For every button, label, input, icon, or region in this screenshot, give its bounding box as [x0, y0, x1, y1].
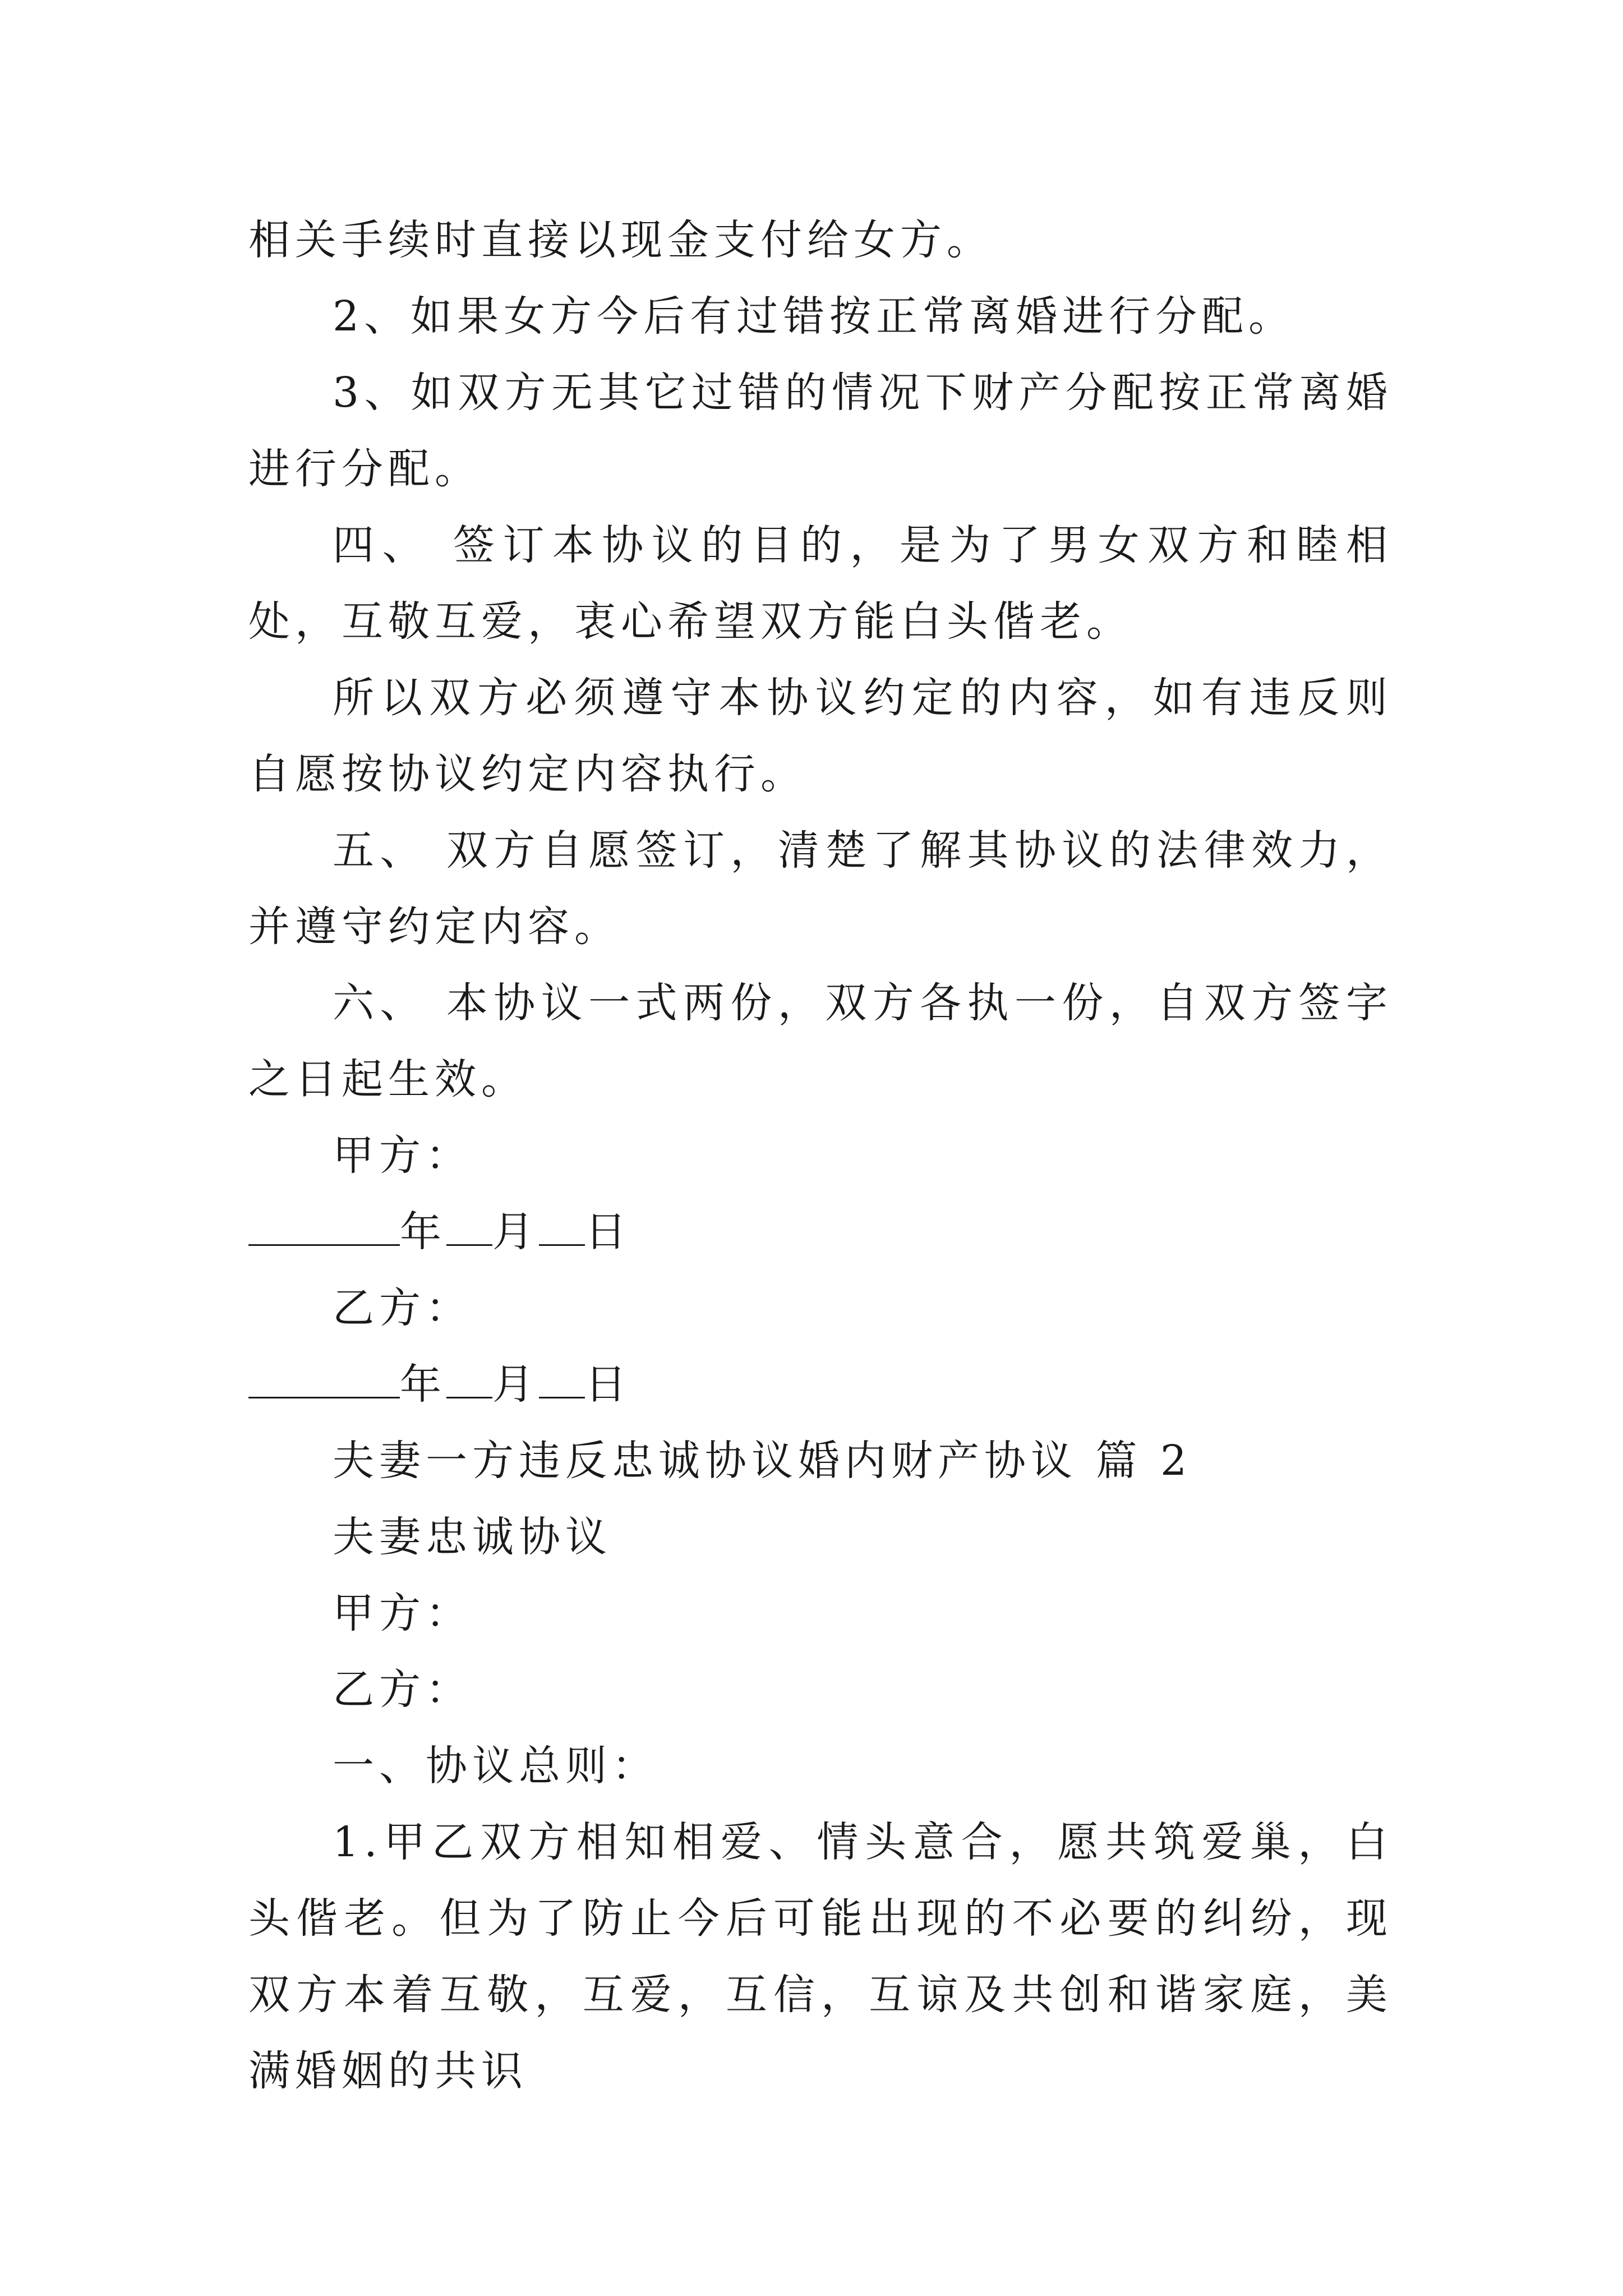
- month-blank: [446, 1207, 492, 1246]
- party-a-label-2: 甲方：: [333, 1589, 472, 1637]
- agreement-title: 夫妻忠诚协议: [333, 1513, 612, 1561]
- day-blank: [539, 1360, 585, 1398]
- day-label: 日: [585, 1360, 631, 1409]
- year-blank: [248, 1360, 400, 1398]
- year-blank: [248, 1207, 400, 1246]
- paragraph-clause-3: 3、如双方无其它过错的情况下财产分配按正常离婚进行分配。: [248, 369, 1393, 493]
- document-body: [248, 202, 1393, 2109]
- party-b-label-2: 乙方：: [333, 1665, 472, 1714]
- day-label: 日: [585, 1208, 631, 1256]
- general-principles-heading: 一、协议总则：: [333, 1742, 658, 1790]
- day-blank: [539, 1207, 585, 1246]
- section-2-heading: 夫妻一方违反忠诚协议婚内财产协议 篇 2: [333, 1437, 1192, 1485]
- date-line-party-b: [248, 1346, 1393, 1423]
- year-label: 年: [400, 1360, 446, 1409]
- year-label: 年: [400, 1208, 446, 1256]
- date-line-party-a: [248, 1194, 1393, 1270]
- paragraph-payment: 相关手续时直接以现金支付给女方。: [248, 216, 993, 264]
- party-a-label: 甲方：: [333, 1131, 472, 1180]
- paragraph-section-4: 四、 签订本协议的目的，是为了男女双方和睦相处，互敬互爱，衷心希望双方能白头偕老。: [248, 521, 1393, 646]
- paragraph-section-5: 五、 双方自愿签订，清楚了解其协议的法律效力，并遵守约定内容。: [248, 826, 1393, 951]
- paragraph-principle-1: 1.甲乙双方相知相爱、情头意合，愿共筑爱巢，白头偕老。但为了防止今后可能出现的不必要的纠纷，现双方本着互敬，互爱，互信，互谅及共创和谐家庭，美满婚姻的共识: [248, 1818, 1393, 2095]
- paragraph-clause-2: 2、如果女方今后有过错按正常离婚进行分配。: [333, 292, 1295, 341]
- paragraph-section-6: 六、 本协议一式两份，双方各执一份，自双方签字之日起生效。: [248, 979, 1393, 1103]
- month-label: 月: [492, 1208, 539, 1256]
- paragraph-compliance: 所以双方必须遵守本协议约定的内容，如有违反则自愿按协议约定内容执行。: [248, 674, 1393, 798]
- month-label: 月: [492, 1360, 539, 1409]
- month-blank: [446, 1360, 492, 1398]
- party-b-label: 乙方：: [333, 1284, 472, 1332]
